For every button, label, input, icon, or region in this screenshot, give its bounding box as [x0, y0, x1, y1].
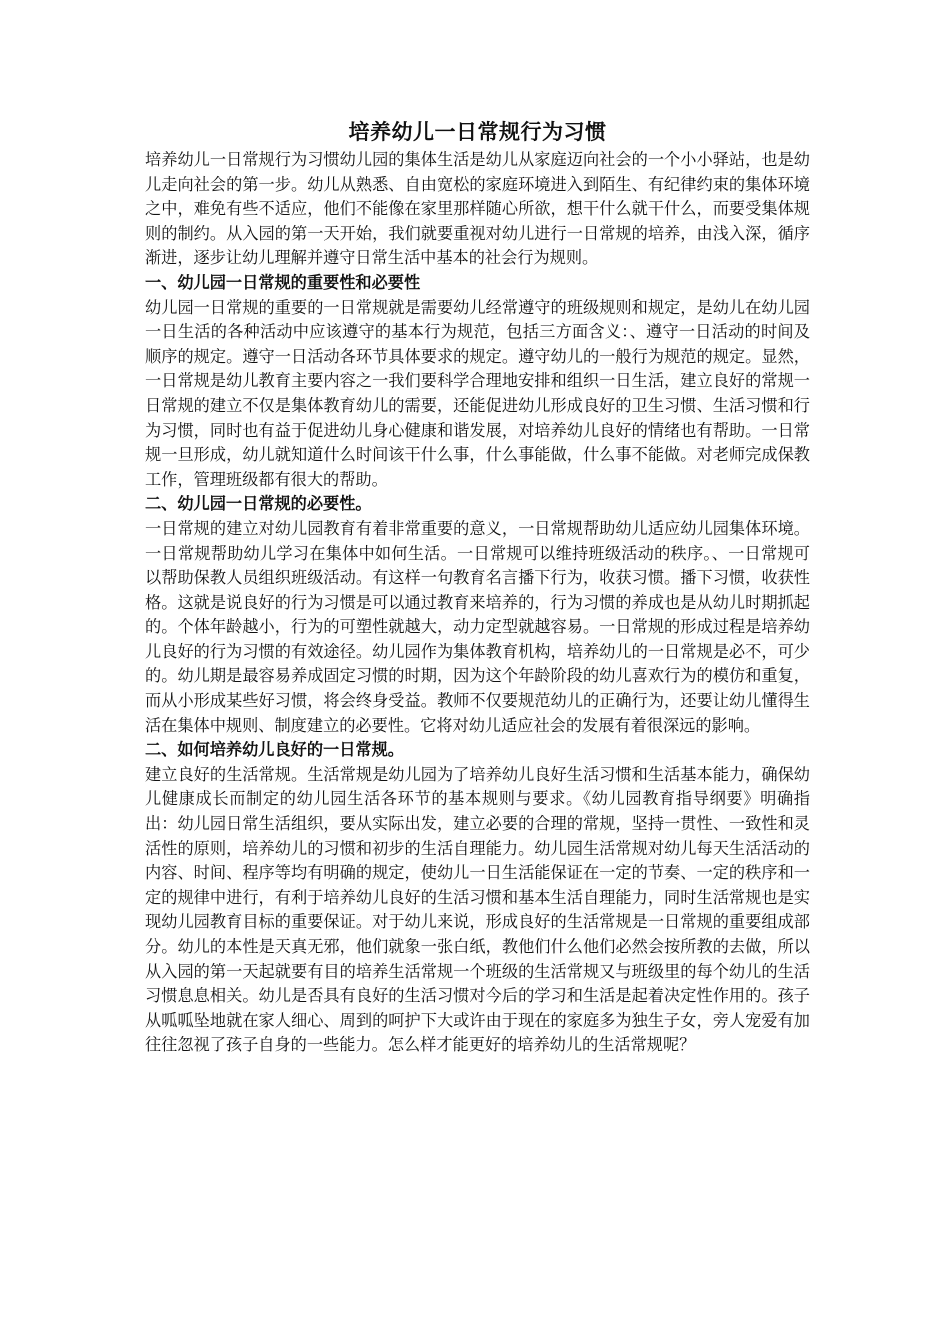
section-1-heading: 一、幼儿园一日常规的重要性和必要性: [145, 272, 421, 292]
section-1-body: 幼儿园一日常规的重要的一日常规就是需要幼儿经常遵守的班级规则和规定，是幼儿在幼儿园一日生活的各种活动中应该遵守的基本行为规范，包括三方面含义：、遵守一日活动的时间及顺序的规定。遵守一日活动各环节具体要求的规定。遵守幼儿的一般行为规范的规定。显然，一日常规是幼儿教育主要内容之一我们要科学合理地安排和组织一日生活，建立良好的常规一日常规的建立不仅是集体教育幼儿的需要，还能促进幼儿形成良好的卫生习惯、生活习惯和行为习惯，同时也有益于促进幼儿身心健康和谐发展，对培养幼儿良好的情绪也有帮助。一日常规一旦形成，幼儿就知道什么时间该干什么事，什么事能做，什么事不能做。对老师完成保教工作，管理班级都有很大的帮助。: [145, 297, 810, 489]
document-title: 培养幼儿一日常规行为习惯: [348, 119, 607, 144]
section-3-body: 建立良好的生活常规。生活常规是幼儿园为了培养幼儿良好生活习惯和生活基本能力，确保幼儿健康成长而制定的幼儿园生活各环节的基本规则与要求。《幼儿园教育指导纲要》明确指出：幼儿园日常生活组织，要从实际出发，建立必要的合理的常规，坚持一贯性、一致性和灵活性的原则，培养幼儿的习惯和初步的生活自理能力。幼儿园生活常规对幼儿每天生活活动的内容、时间、程序等均有明确的规定，使幼儿一日生活能保证在一定的节奏、一定的秩序和一定的规律中进行，有利于培养幼儿良好的生活习惯和基本生活自理能力，同时生活常规也是实现幼儿园教育目标的重要保证。对于幼儿来说，形成良好的生活常规是一日常规的重要组成部分。幼儿的本性是天真无邪，他们就象一张白纸，教他们什么他们必然会按所教的去做，所以从入园的第一天起就要有目的培养生活常规一个班级的生活常规又与班级里的每个幼儿的生活习惯息息相关。幼儿是否具有良好的生活习惯对今后的学习和生活是起着决定性作用的。孩子从呱呱坠地就在家人细心、周到的呵护下大或许由于现在的家庭多为独生子女，旁人宠爱有加往往忽视了孩子自身的一些能力。怎么样才能更好的培养幼儿的生活常规呢？: [145, 764, 810, 1055]
section-3-heading: 二、如何培养幼儿良好的一日常规。: [145, 740, 404, 760]
document-page: [145, 118, 810, 1058]
section-2-body: 一日常规的建立对幼儿园教育有着非常重要的意义，一日常规帮助幼儿适应幼儿园集体环境。一日常规帮助幼儿学习在集体中如何生活。一日常规可以维持班级活动的秩序。、一日常规可以帮助保教人员组织班级活动。有这样一句教育名言播下行为，收获习惯。播下习惯，收获性格。这就是说良好的行为习惯是可以通过教育来培养的，行为习惯的养成也是从幼儿时期抓起的。个体年龄越小，行为的可塑性就越大，动力定型就越容易。一日常规的形成过程是培养幼儿良好的行为习惯的有效途径。幼儿园作为集体教育机构，培养幼儿的一日常规是必不，可少的。幼儿期是最容易养成固定习惯的时期，因为这个年龄阶段的幼儿喜欢行为的模仿和重复，而从小形成某些好习惯，将会终身受益。教师不仅要规范幼儿的正确行为，还要让幼儿懂得生活在集体中规则、制度建立的必要性。它将对幼儿适应社会的发展有着很深远的影响。: [145, 518, 810, 735]
intro-paragraph: 培养幼儿一日常规行为习惯幼儿园的集体生活是幼儿从家庭迈向社会的一个小小驿站，也是幼儿走向社会的第一步。幼儿从熟悉、自由宽松的家庭环境进入到陌生、有纪律约束的集体环境之中，难免有些不适应，他们不能像在家里那样随心所欲，想干什么就干什么，而要受集体规则的制约。从入园的第一天开始，我们就要重视对幼儿进行一日常规的培养，由浅入深，循序渐进，逐步让幼儿理解并遵守日常生活中基本的社会行为规则。: [145, 150, 810, 268]
section-2-heading: 二、幼儿园一日常规的必要性。: [145, 494, 372, 514]
